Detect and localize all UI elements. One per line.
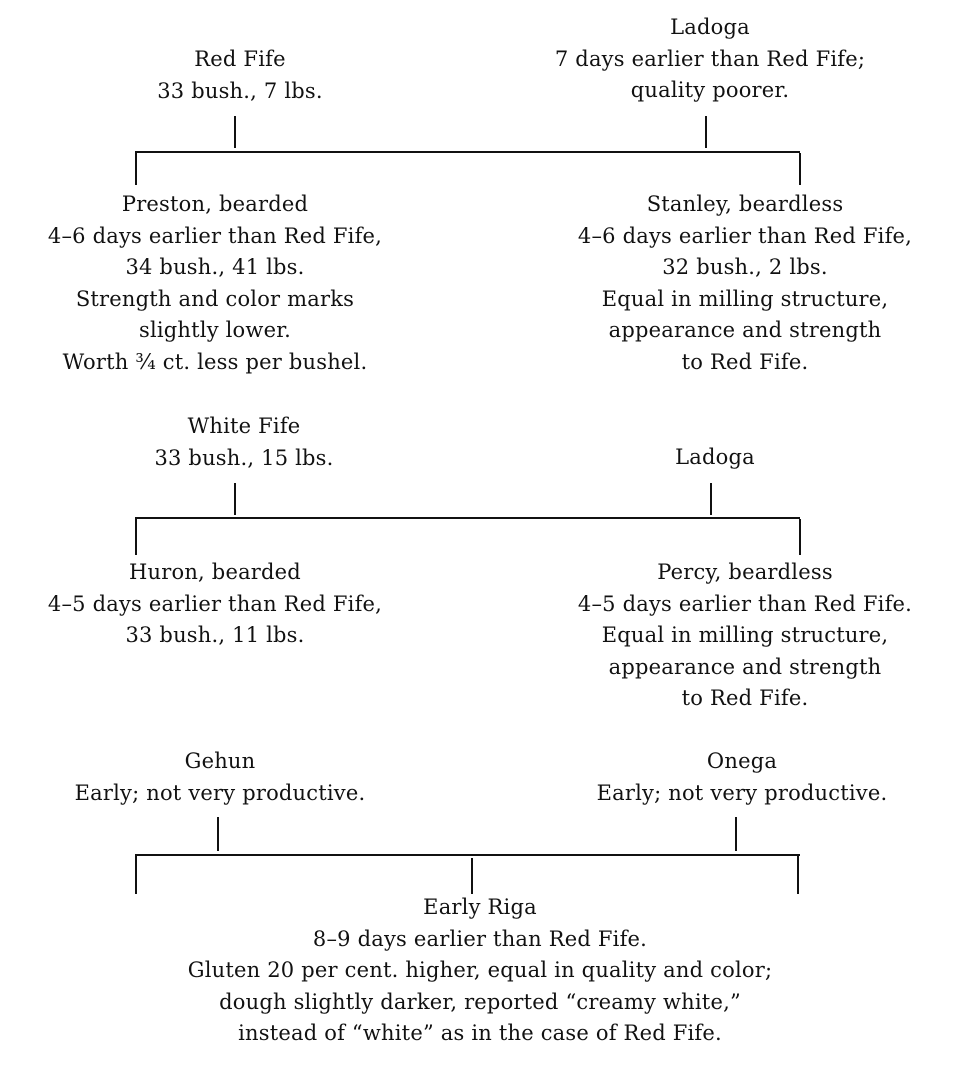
- variety-detail: 4–5 days earlier than Red Fife.: [577, 591, 913, 616]
- variety-detail: 4–6 days earlier than Red Fife,: [577, 223, 913, 248]
- cross-bar: [135, 151, 800, 153]
- variety-name: Onega: [706, 749, 778, 773]
- variety-detail: to Red Fife.: [681, 686, 809, 710]
- variety-name: White Fife: [187, 414, 301, 438]
- variety-detail: 8–9 days earlier than Red Fife.: [312, 926, 648, 951]
- variety-name: Preston, bearded: [121, 192, 309, 216]
- variety-detail: instead of “white” as in the case of Red Fife.: [238, 1021, 722, 1045]
- connector-line: [735, 817, 737, 851]
- cross-bar: [135, 854, 800, 856]
- connector-line: [797, 856, 799, 894]
- variety-name: Percy, beardless: [657, 560, 833, 584]
- connector-line: [710, 483, 712, 515]
- variety-detail: appearance and strength: [608, 654, 882, 679]
- variety-detail: 7 days earlier than Red Fife;: [554, 46, 866, 71]
- variety-detail: 34 bush., 41 lbs.: [125, 255, 305, 279]
- variety-name: Gehun: [184, 749, 256, 773]
- variety-detail: Early; not very productive.: [74, 780, 366, 805]
- variety-detail: 4–5 days earlier than Red Fife,: [47, 591, 383, 616]
- variety-detail: 33 bush., 15 lbs.: [154, 445, 334, 470]
- variety-detail: appearance and strength: [608, 318, 882, 342]
- variety-detail: quality poorer.: [630, 78, 790, 102]
- connector-line: [234, 483, 236, 515]
- variety-name: Early Riga: [423, 895, 537, 919]
- variety-name: Stanley, beardless: [646, 192, 844, 216]
- variety-name: Red Fife: [194, 47, 286, 71]
- variety-detail: Gluten 20 per cent. higher, equal in quality and color;: [187, 958, 773, 982]
- connector-line: [135, 856, 137, 894]
- variety-detail: Strength and color marks: [75, 286, 355, 311]
- connector-line: [135, 153, 137, 185]
- variety-detail: 4–6 days earlier than Red Fife,: [47, 223, 383, 248]
- connector-line: [135, 519, 137, 555]
- variety-name: Huron, bearded: [129, 560, 301, 584]
- variety-name: Ladoga: [670, 15, 750, 39]
- parent-red-fife: [120, 44, 360, 107]
- parent-gehun: [30, 746, 410, 809]
- variety-detail: Equal in milling structure,: [601, 623, 889, 647]
- parent-white-fife: [124, 411, 364, 474]
- variety-detail: 32 bush., 2 lbs.: [662, 255, 828, 279]
- connector-line: [234, 116, 236, 148]
- variety-detail: to Red Fife.: [681, 349, 809, 374]
- variety-name: Ladoga: [675, 445, 755, 469]
- offspring-stanley: [550, 189, 940, 378]
- connector-line: [799, 153, 801, 185]
- variety-detail: 33 bush., 7 lbs.: [157, 78, 323, 103]
- variety-detail: slightly lower.: [138, 318, 292, 342]
- variety-detail: Worth ¾ ct. less per bushel.: [62, 349, 368, 374]
- parent-onega: [552, 746, 932, 809]
- variety-detail: Equal in milling structure,: [601, 286, 889, 311]
- cross-bar: [135, 517, 800, 519]
- connector-line: [705, 116, 707, 148]
- connector-line: [471, 858, 473, 894]
- parent-ladoga-2: [615, 442, 815, 474]
- offspring-huron: [20, 557, 410, 652]
- offspring-percy: [550, 557, 940, 715]
- connector-line: [799, 519, 801, 555]
- variety-detail: dough slightly darker, reported “creamy white,”: [219, 989, 741, 1014]
- variety-detail: 33 bush., 11 lbs.: [125, 623, 305, 647]
- offspring-preston: [20, 189, 410, 378]
- connector-line: [217, 817, 219, 851]
- parent-ladoga-1: [520, 12, 900, 107]
- offspring-early-riga: [100, 892, 860, 1050]
- variety-detail: Early; not very productive.: [596, 780, 888, 805]
